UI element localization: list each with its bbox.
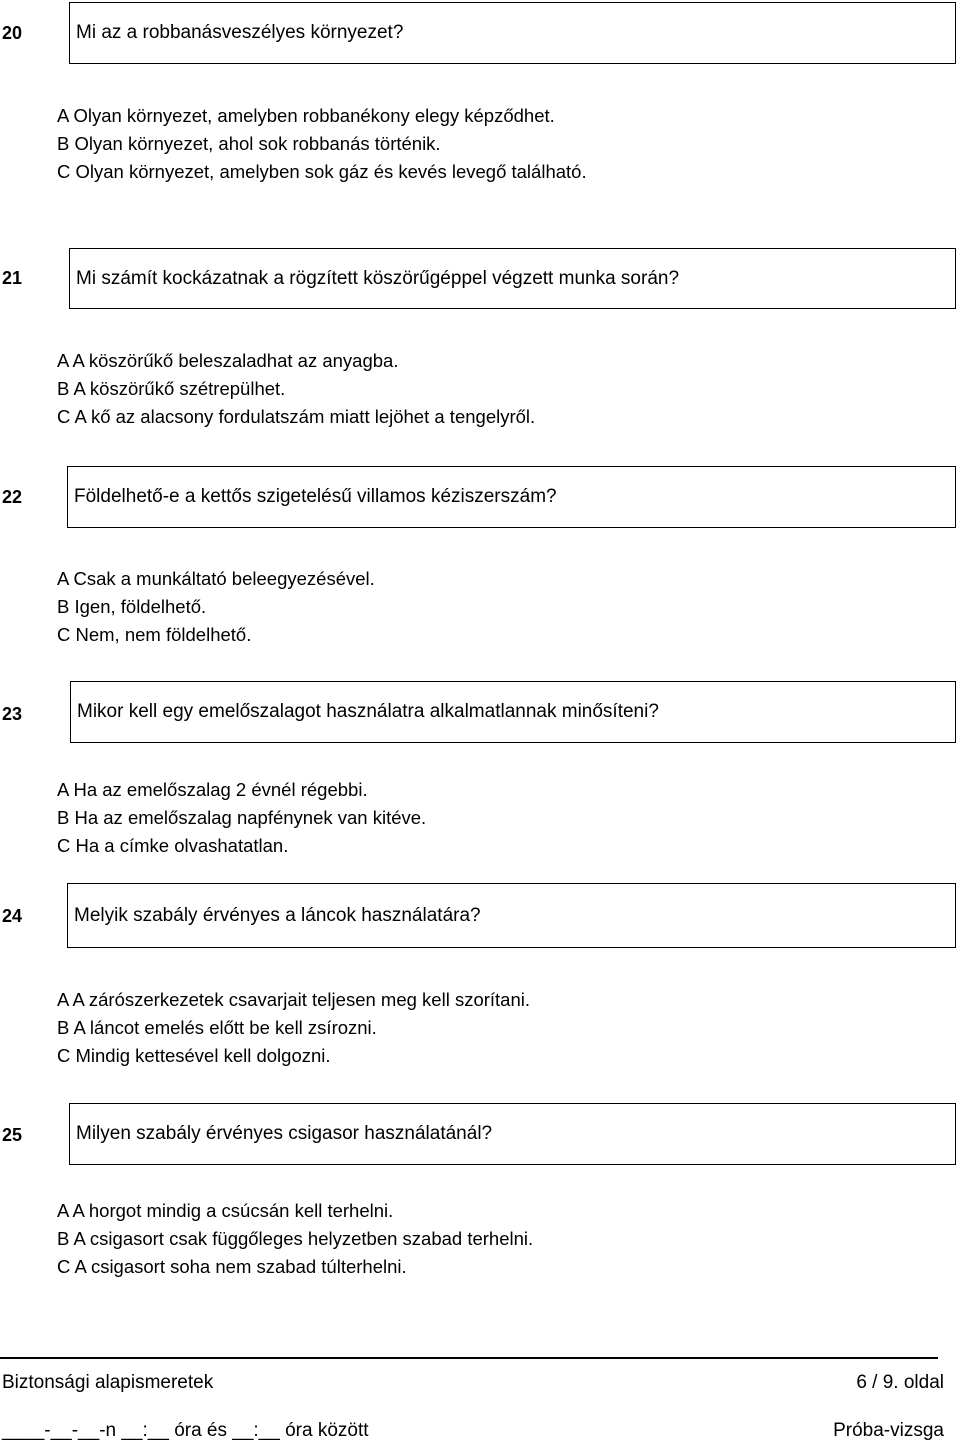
question-text: Földelhető-e a kettős szigetelésű villamos kéziszerszám? <box>67 466 956 528</box>
question-text: Melyik szabály érvényes a láncok használatára? <box>67 883 956 948</box>
options-list <box>57 1197 533 1281</box>
question-text: Milyen szabály érvényes csigasor használatánál? <box>69 1103 956 1165</box>
option-c: C A csigasort soha nem szabad túlterhelni. <box>57 1256 407 1277</box>
option-a: A A zárószerkezetek csavarjait teljesen meg kell szorítani. <box>57 989 530 1010</box>
question-number: 25 <box>2 1125 23 1145</box>
question-number: 22 <box>2 487 23 507</box>
footer-date-line: ____-__-__-n __:__ óra és __:__ óra között <box>2 1420 369 1441</box>
option-b: B Ha az emelőszalag napfénynek van kitéve. <box>57 807 427 828</box>
option-b: B A csigasort csak függőleges helyzetben szabad terhelni. <box>57 1228 534 1249</box>
question-number: 23 <box>2 704 23 724</box>
option-b: B Olyan környezet, ahol sok robbanás történik. <box>57 133 441 154</box>
footer-exam-type: Próba-vizsga <box>833 1420 944 1441</box>
question-text: Mi az a robbanásveszélyes környezet? <box>69 2 956 64</box>
option-a: A Csak a munkáltató beleegyezésével. <box>57 568 375 589</box>
options-list <box>57 986 530 1070</box>
option-b: B A köszörűkő szétrepülhet. <box>57 378 286 399</box>
footer-subject: Biztonsági alapismeretek <box>2 1372 214 1393</box>
footer-page-number: 6 / 9. oldal <box>856 1372 944 1393</box>
option-a: A A horgot mindig a csúcsán kell terhelni. <box>57 1200 394 1221</box>
options-list <box>57 347 535 431</box>
question-number: 21 <box>2 268 23 288</box>
footer-divider <box>0 1357 938 1359</box>
question-number: 20 <box>2 23 23 43</box>
option-b: B Igen, földelhető. <box>57 596 207 617</box>
option-a: A A köszörűkő beleszaladhat az anyagba. <box>57 350 399 371</box>
options-list <box>57 776 426 860</box>
option-c: C Nem, nem földelhető. <box>57 624 252 645</box>
options-list <box>57 565 375 649</box>
option-c: C A kő az alacsony fordulatszám miatt lejöhet a tengelyről. <box>57 406 536 427</box>
option-a: A Olyan környezet, amelyben robbanékony elegy képződhet. <box>57 105 555 126</box>
option-a: A Ha az emelőszalag 2 évnél régebbi. <box>57 779 368 800</box>
options-list <box>57 102 587 186</box>
option-c: C Olyan környezet, amelyben sok gáz és kevés levegő található. <box>57 161 587 182</box>
option-b: B A láncot emelés előtt be kell zsírozni. <box>57 1017 377 1038</box>
option-c: C Mindig kettesével kell dolgozni. <box>57 1045 331 1066</box>
question-text: Mi számít kockázatnak a rögzített köszörűgéppel végzett munka során? <box>69 248 956 309</box>
question-text: Mikor kell egy emelőszalagot használatra alkalmatlannak minősíteni? <box>70 681 956 743</box>
question-number: 24 <box>2 906 23 926</box>
option-c: C Ha a címke olvashatatlan. <box>57 835 289 856</box>
